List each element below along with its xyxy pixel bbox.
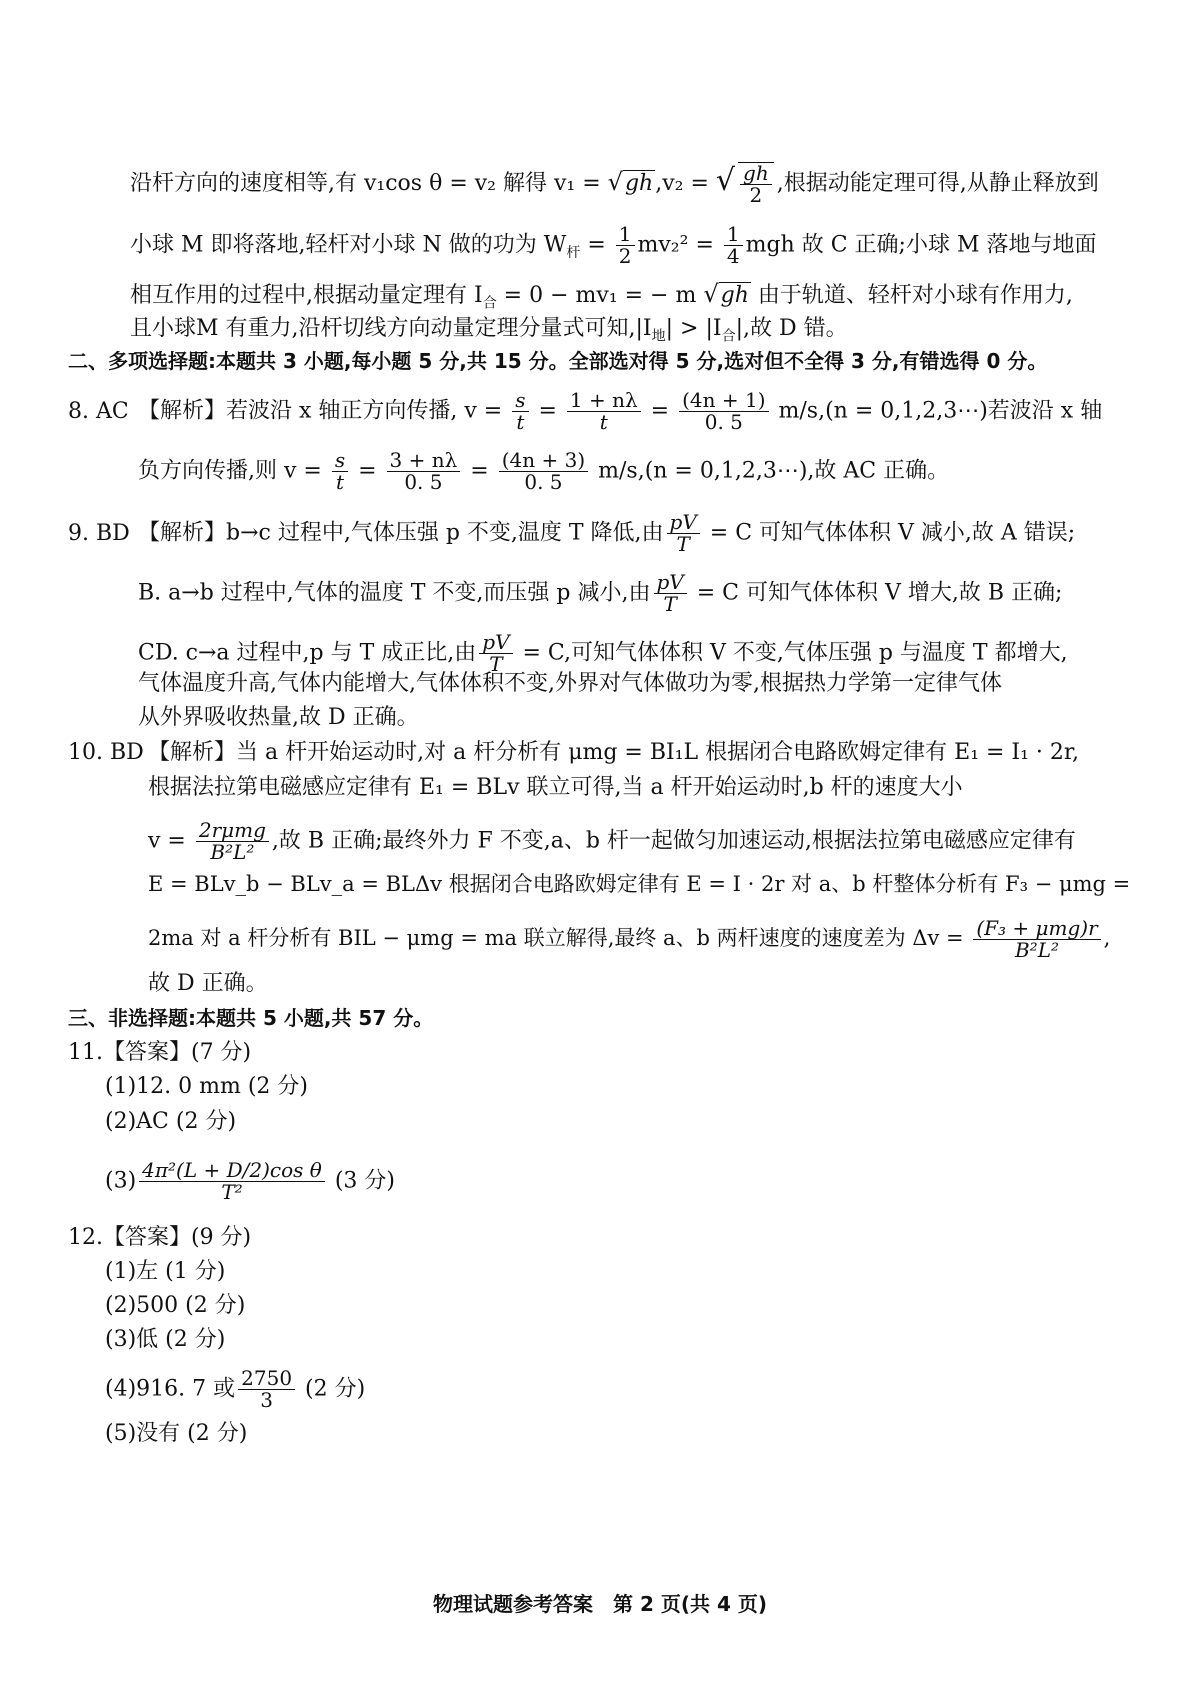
q12-answer-3: (3)低 (2 分): [105, 1327, 226, 1352]
q7-line-4: 且小球M 有重力,沿杆切线方向动量定理分量式可知$,|I_地| > |I_合|$,故 D 错。: [130, 316, 848, 345]
q12-answer-1: (1)左 (1 分): [105, 1259, 226, 1284]
q7-line-1: 沿杆方向的速度相等,有 v₁cos θ = v₂ 解得 v₁ = √gh,v₂ = √ $\frac{gh}{2}$ ,根据动能定理可得,从静止释放到: [130, 161, 1099, 207]
q9-number: 9. BD: [68, 520, 130, 546]
q10-line-1: 10. BD 【解析】当 a 杆开始运动时,对 a 杆分析有 μmg = BI₁L 根据闭合电路欧姆定律有 E₁ = I₁ · 2r,: [68, 737, 1079, 769]
q10-line-2: 根据法拉第电磁感应定律有 E₁ = BLv 联立可得,当 a 杆开始运动时,b 杆的速度大小: [148, 775, 963, 800]
q9-line-1: 9. BD 【解析】b→c 过程中,气体压强 p 不变,温度 T 降低,由 $\frac{pV}{T}$ = C 可知气体体积 V 减小,故 A 错误;: [68, 510, 1076, 556]
q7-line-3: 相互作用的过程中,根据动量定理有 $I_合 = 0 - mv_1$ = − m √gh 由于轨道、轻杆对小球有作用力,: [130, 280, 1073, 312]
page-footer: 物理试题参考答案 第 2 页(共 4 页): [433, 1592, 767, 1616]
q11-answer-3: (3) $\frac{\text{4π²(L + D/2)cos θ}}{\text{T²}}$ (3 分): [105, 1158, 395, 1204]
q10-line-5: 2ma 对 a 杆分析有 BIL − μmg = ma 联立解得,最终 a、b 两杆速度的速度差为 Δv = $\frac{\text{(F₃ + μmg)r}}{\text{B²L²}}$ ,: [148, 916, 1111, 962]
q11-answer-1: (1)12. 0 mm (2 分): [105, 1074, 309, 1099]
q10-number: 10. BD: [68, 740, 144, 765]
q8-number: 8. AC: [68, 398, 129, 424]
q10-line-4: E = BLv_b − BLv_a = BLΔv 根据闭合电路欧姆定律有 E = I · 2r 对 a、b 杆整体分析有 F₃ − μmg =: [148, 872, 1131, 896]
q10-line-6: 故 D 正确。: [148, 971, 268, 996]
q9-line-3: CD. c→a 过程中,p 与 T 成正比,由 $\frac{pV}{T}$ = C,可知气体体积 V 不变,气体压强 p 与温度 T 都增大,: [138, 630, 1068, 676]
q9-line-5: 从外界吸收热量,故 D 正确。: [138, 705, 419, 730]
q7-line-2: 小球 M 即将落地,轻杆对小球 N 做的功为 $W_杆$ = $\frac{1}{2}$ mv₂² = $\frac{1}{4}$ mgh 故 C 正确;小球 M 落地与地面: [130, 222, 1097, 268]
section-3-heading: 三、非选择题:本题共 5 小题,共 57 分。: [68, 1006, 434, 1030]
q12-heading: 12.【答案】(9 分): [68, 1225, 252, 1250]
q12-answer-2: (2)500 (2 分): [105, 1293, 246, 1318]
q11-answer-2: (2)AC (2 分): [105, 1109, 237, 1134]
q9-line-4: 气体温度升高,气体内能增大,气体体积不变,外界对气体做功为零,根据热力学第一定律气体: [138, 671, 1002, 696]
q9-line-2: B. a→b 过程中,气体的温度 T 不变,而压强 p 减小,由 $\frac{pV}{T}$ = C 可知气体体积 V 增大,故 B 正确;: [138, 570, 1063, 616]
q8-line-2: 负方向传播,则 v = $\frac{s}{t}$ = $\frac{3 + n\lambda}{0. 5}$ = $\frac{(4n + 3)}{0. 5}$ m/s,(n = 0,1,2,3⋯),故 AC 正确。: [138, 448, 950, 494]
q11-heading: 11.【答案】(7 分): [68, 1040, 252, 1065]
q12-answer-4: (4)916. 7 或 $\frac{2750}{3}$ (2 分): [105, 1366, 366, 1412]
section-2-heading: 二、多项选择题:本题共 3 小题,每小题 5 分,共 15 分。全部选对得 5 分,选对但不全得 3 分,有错选得 0 分。: [68, 349, 1048, 373]
q10-line-3: v = $\frac{\text{2rμmg}}{\text{B²L²}}$ ,故 B 正确;最终外力 F 不变,a、b 杆一起做匀加速运动,根据法拉第电磁感应定律有: [148, 818, 1076, 864]
q8-line-1: 8. AC 【解析】若波沿 x 轴正方向传播, v = $\frac{s}{t}$ = $\frac{1 + n\lambda}{t}$ = $\frac{(4n + 1)}{0. 5}$ m/s,(n = 0,1,2,3⋯)若波沿 x 轴: [68, 388, 1103, 434]
q12-answer-5: (5)没有 (2 分): [105, 1421, 248, 1446]
